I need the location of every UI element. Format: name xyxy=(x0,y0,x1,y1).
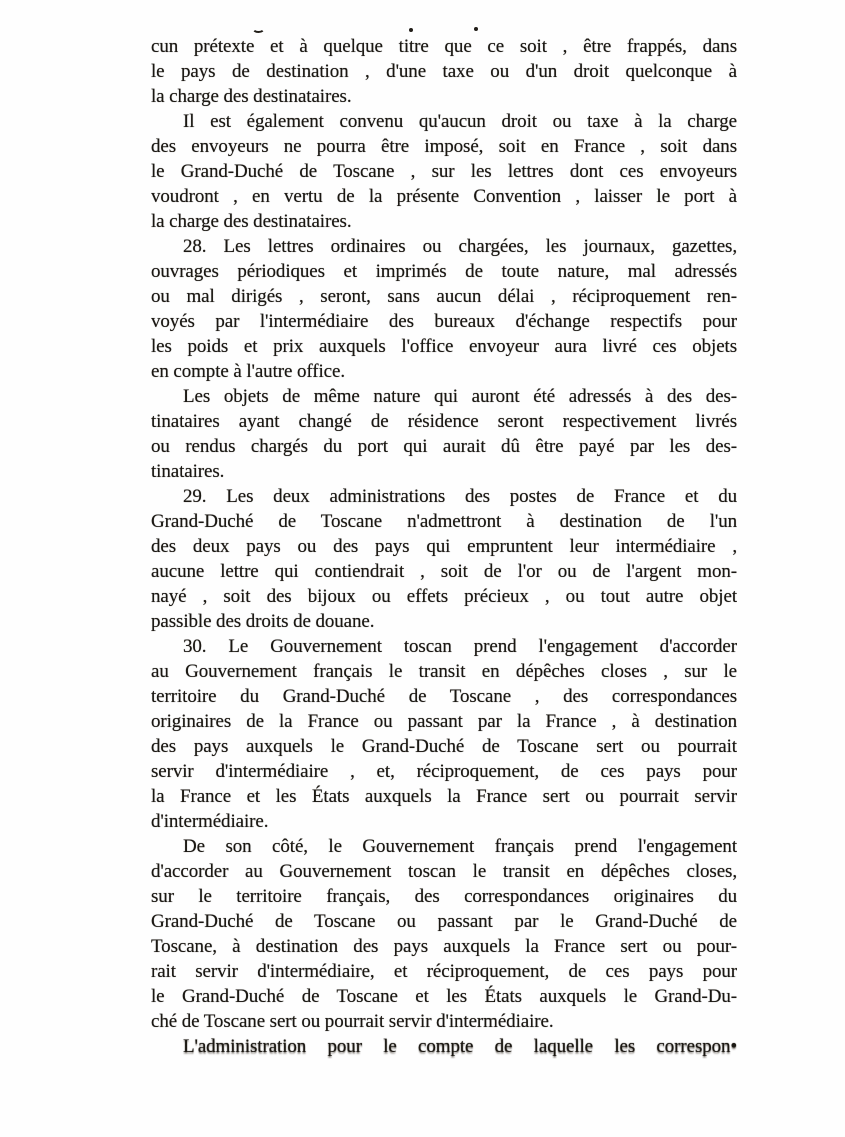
text-line: 29. Les deux administrations des postes de France et du xyxy=(183,486,737,507)
text-line: les poids et prix auxquels l'office envoyeur aura livré ces objets xyxy=(151,336,737,357)
text-line: Toscane, à destination des pays auxquels la France sert ou pour- xyxy=(151,936,737,957)
text-line: voyés par l'intermédiaire des bureaux d'échange respectifs pour xyxy=(151,311,737,332)
paragraph-convenu xyxy=(151,109,737,234)
text-line: ou mal dirigés , seront, sans aucun délai , réciproquement ren- xyxy=(151,286,737,307)
text-line: le pays de destination , d'une taxe ou d'un droit quelconque à xyxy=(151,61,737,82)
text-line: Il est également convenu qu'aucun droit ou taxe à la charge xyxy=(183,111,737,132)
text-line: tinataires ayant changé de résidence seront respectivement livrés xyxy=(151,411,737,432)
text-line: la France et les États auxquels la France sert ou pourrait servir xyxy=(151,786,737,807)
text-line: ché de Toscane sert ou pourrait servir d'intermédiaire. xyxy=(151,1011,554,1032)
text-line: 30. Le Gouvernement toscan prend l'engagement d'accorder xyxy=(183,636,737,657)
text-line: L'administration pour le compte de laquelle les correspon• xyxy=(183,1036,737,1057)
text-line: Grand-Duché de Toscane ou passant par le Grand-Duché de xyxy=(151,911,737,932)
text-line: sur le territoire français, des correspondances originaires du xyxy=(151,886,737,907)
cropped-text-remnant-dot xyxy=(474,27,478,31)
cropped-text-remnant-dot xyxy=(409,28,413,32)
text-line: servir d'intermédiaire , et, réciproquement, de ces pays pour xyxy=(151,761,737,782)
article-28 xyxy=(151,234,737,384)
article-30 xyxy=(151,634,737,834)
text-line: originaires de la France ou passant par la France , à destination xyxy=(151,711,737,732)
text-line: tinataires. xyxy=(151,461,225,482)
text-line: la charge des destinataires. xyxy=(151,211,352,232)
text-line: ouvrages périodiques et imprimés de toute nature, mal adressés xyxy=(151,261,737,282)
text-line: passible des droits de douane. xyxy=(151,611,375,632)
text-line: au Gouvernement français le transit en dépêches closes , sur le xyxy=(151,661,737,682)
text-line: aucune lettre qui contiendrait , soit de l'or ou de l'argent mon- xyxy=(151,561,737,582)
text-line: Grand-Duché de Toscane n'admettront à destination de l'un xyxy=(151,511,737,532)
text-line: rait servir d'intermédiaire, et réciproquement, de ces pays pour xyxy=(151,961,737,982)
article-29 xyxy=(151,484,737,634)
text-line: territoire du Grand-Duché de Toscane , des correspondances xyxy=(151,686,737,707)
paragraph-continuation xyxy=(151,34,737,109)
paragraph-administration-cutoff xyxy=(151,1034,737,1059)
text-line: ou rendus chargés du port qui aurait dû être payé par les des- xyxy=(151,436,737,457)
text-line: la charge des destinataires. xyxy=(151,86,352,107)
text-line: Les objets de même nature qui auront été adressés à des des- xyxy=(183,386,737,407)
text-line: le Grand-Duché de Toscane et les États auxquels le Grand-Du- xyxy=(151,986,737,1007)
text-line: 28. Les lettres ordinaires ou chargées, les journaux, gazettes, xyxy=(183,236,737,257)
cropped-text-remnant-accent xyxy=(252,24,265,33)
text-line: des deux pays ou des pays qui empruntent leur intermédiaire , xyxy=(151,536,737,557)
text-line: De son côté, le Gouvernement français prend l'engagement xyxy=(183,836,737,857)
text-line: voudront , en vertu de la présente Convention , laisser le port à xyxy=(151,186,737,207)
paragraph-objets-meme-nature xyxy=(151,384,737,484)
text-line: nayé , soit des bijoux ou effets précieux , ou tout autre objet xyxy=(151,586,737,607)
text-line: des envoyeurs ne pourra être imposé, soit en France , soit dans xyxy=(151,136,737,157)
text-line: des pays auxquels le Grand-Duché de Toscane sert ou pourrait xyxy=(151,736,737,757)
text-line: le Grand-Duché de Toscane , sur les lettres dont ces envoyeurs xyxy=(151,161,737,182)
text-line: en compte à l'autre office. xyxy=(151,361,345,382)
paragraph-de-son-cote xyxy=(151,834,737,1034)
text-line: d'accorder au Gouvernement toscan le transit en dépêches closes, xyxy=(151,861,737,882)
page-text-block xyxy=(151,34,737,1059)
text-line: d'intermédiaire. xyxy=(151,811,269,832)
text-line: cun prétexte et à quelque titre que ce soit , être frappés, dans xyxy=(151,36,737,57)
